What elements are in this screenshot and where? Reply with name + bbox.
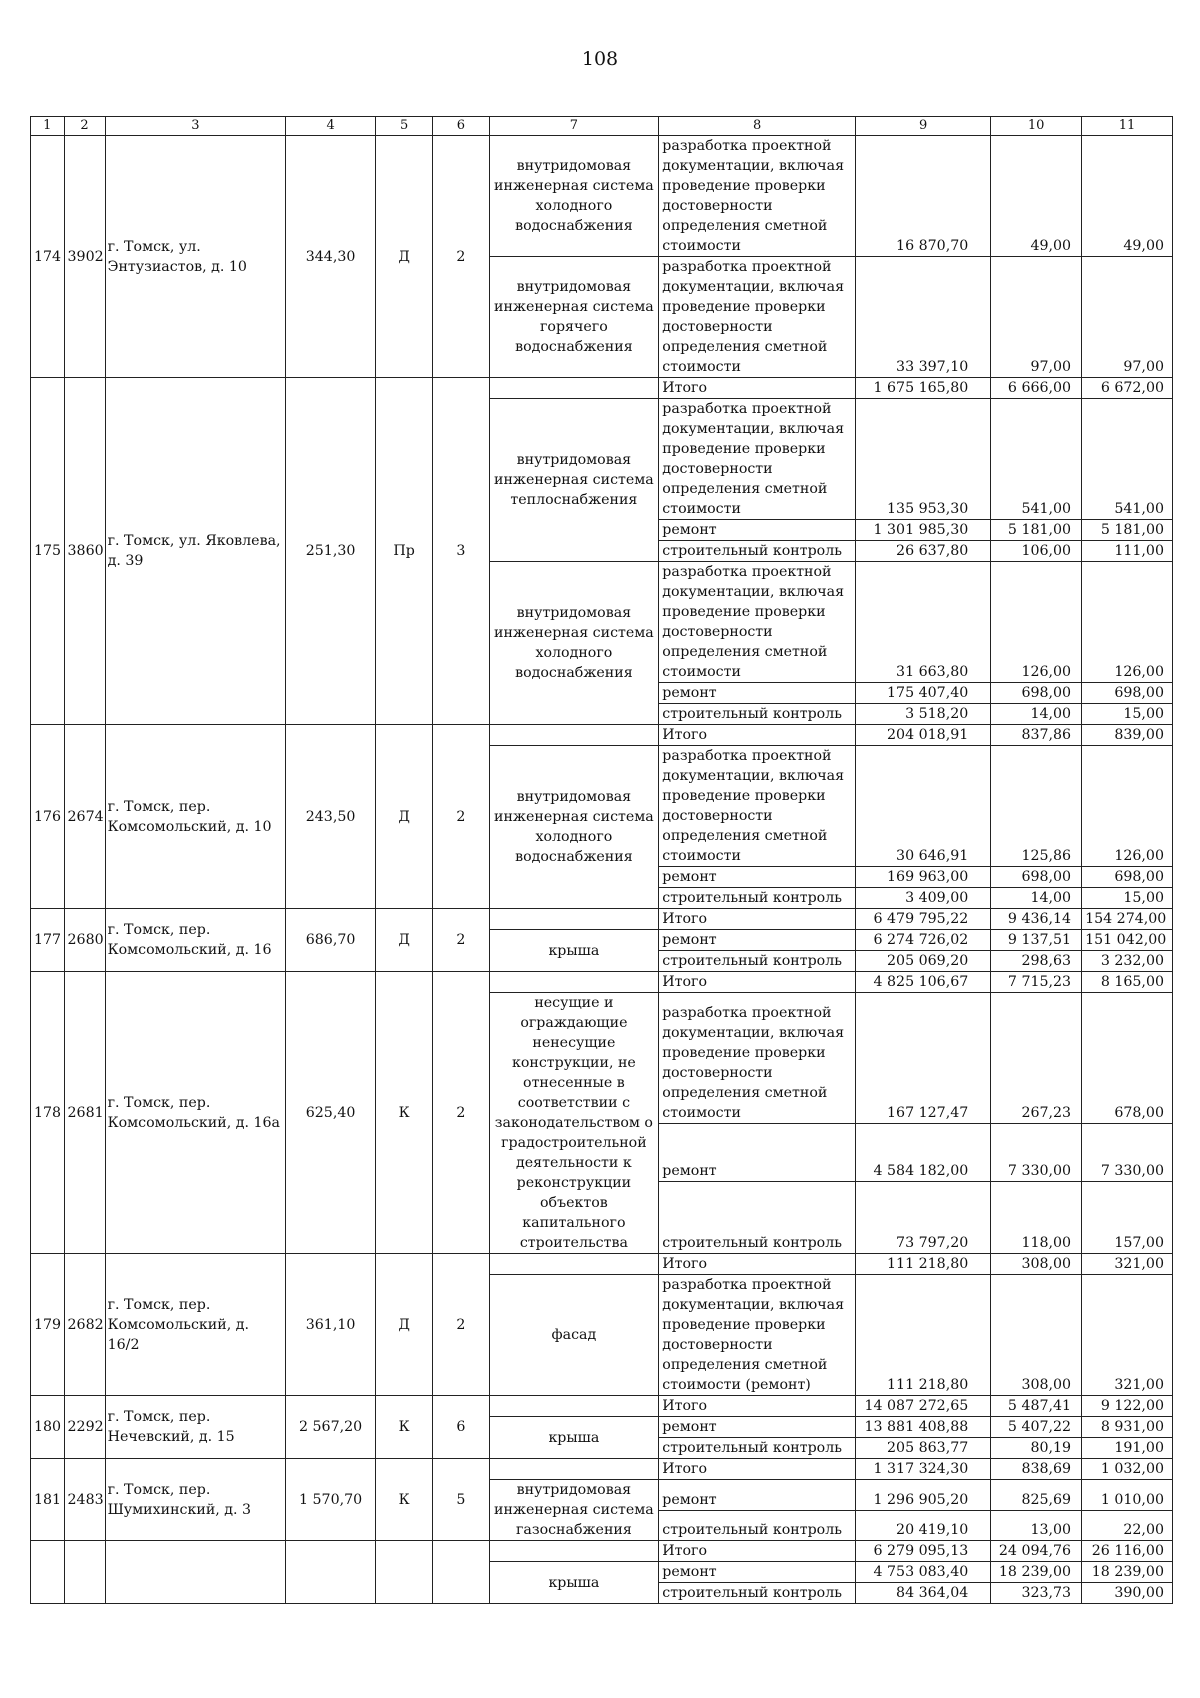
work-label: Итого [659, 1396, 856, 1417]
limit-cost-value: 49,00 [1082, 136, 1173, 257]
object-floors: 3 [433, 378, 489, 725]
unit-cost-value: 9 436,14 [991, 909, 1082, 930]
limit-cost-value: 154 274,00 [1082, 909, 1173, 930]
system-cell-empty [489, 1254, 659, 1275]
limit-cost-value: 22,00 [1082, 1510, 1173, 1541]
object-floors: 2 [433, 725, 489, 909]
object-number: 175 [31, 378, 65, 725]
object-address: г. Томск, пер. Нечевский, д. 15 [105, 1396, 286, 1459]
unit-cost-value: 7 330,00 [991, 1123, 1082, 1181]
cost-value: 14 087 272,65 [856, 1396, 991, 1417]
object-area: 361,10 [286, 1254, 376, 1396]
unit-cost-value: 118,00 [991, 1181, 1082, 1253]
work-type: строительный контроль [659, 888, 856, 909]
object-floors: 2 [433, 1254, 489, 1396]
object-type: Д [375, 1254, 432, 1396]
object-code: 2292 [64, 1396, 105, 1459]
object-code: 2674 [64, 725, 105, 909]
cost-value: 26 637,80 [856, 541, 991, 562]
cost-value: 167 127,47 [856, 993, 991, 1124]
unit-cost-value: 14,00 [991, 704, 1082, 725]
cost-value: 1 317 324,30 [856, 1459, 991, 1480]
limit-cost-value: 97,00 [1082, 257, 1173, 378]
limit-cost-value: 157,00 [1082, 1181, 1173, 1253]
unit-cost-value: 5 181,00 [991, 520, 1082, 541]
total-row [31, 1541, 1173, 1562]
limit-cost-value: 7 330,00 [1082, 1123, 1173, 1181]
limit-cost-value: 321,00 [1082, 1275, 1173, 1396]
limit-cost-value: 126,00 [1082, 562, 1173, 683]
work-label: Итого [659, 1541, 856, 1562]
limit-cost-value: 3 232,00 [1082, 951, 1173, 972]
cost-value: 175 407,40 [856, 683, 991, 704]
object-area: 251,30 [286, 378, 376, 725]
limit-cost-value: 191,00 [1082, 1438, 1173, 1459]
work-type: ремонт [659, 1480, 856, 1511]
object-type: Д [375, 909, 432, 972]
work-type: разработка проектной документации, включая проведение проверки достоверности определения сметной стоимости [659, 136, 856, 257]
limit-cost-value: 6 672,00 [1082, 378, 1173, 399]
cost-value: 169 963,00 [856, 867, 991, 888]
column-header: 8 [659, 117, 856, 136]
limit-cost-value: 26 116,00 [1082, 1541, 1173, 1562]
engineering-system: внутридомовая инженерная система теплоснабжения [489, 399, 659, 562]
cost-value: 1 296 905,20 [856, 1480, 991, 1511]
system-cell-empty [489, 909, 659, 930]
unit-cost-value: 541,00 [991, 399, 1082, 520]
page-number: 108 [581, 48, 619, 70]
work-type: строительный контроль [659, 704, 856, 725]
limit-cost-value: 8 165,00 [1082, 972, 1173, 993]
cost-value: 1 675 165,80 [856, 378, 991, 399]
object-type: Д [375, 725, 432, 909]
cost-value: 31 663,80 [856, 562, 991, 683]
object-area: 625,40 [286, 972, 376, 1254]
work-label: Итого [659, 378, 856, 399]
work-type: разработка проектной документации, включая проведение проверки достоверности определения сметной стоимости [659, 993, 856, 1124]
limit-cost-value: 390,00 [1082, 1583, 1173, 1604]
work-label: Итого [659, 725, 856, 746]
object-floors: 5 [433, 1459, 489, 1541]
object-area: 686,70 [286, 909, 376, 972]
unit-cost-value: 7 715,23 [991, 972, 1082, 993]
limit-cost-value: 321,00 [1082, 1254, 1173, 1275]
object-area: 1 570,70 [286, 1459, 376, 1541]
work-type: строительный контроль [659, 1510, 856, 1541]
work-type: строительный контроль [659, 1583, 856, 1604]
unit-cost-value: 13,00 [991, 1510, 1082, 1541]
engineering-system: крыша [489, 1417, 659, 1459]
object-number: 177 [31, 909, 65, 972]
object-address: г. Томск, пер. Комсомольский, д. 16а [105, 972, 286, 1254]
work-type: строительный контроль [659, 1438, 856, 1459]
total-row [31, 1459, 1173, 1480]
unit-cost-value: 298,63 [991, 951, 1082, 972]
unit-cost-value: 837,86 [991, 725, 1082, 746]
unit-cost-value: 97,00 [991, 257, 1082, 378]
column-header: 9 [856, 117, 991, 136]
limit-cost-value: 678,00 [1082, 993, 1173, 1124]
object-number: 178 [31, 972, 65, 1254]
limit-cost-value: 1 010,00 [1082, 1480, 1173, 1511]
system-cell-empty [489, 725, 659, 746]
limit-cost-value: 698,00 [1082, 867, 1173, 888]
work-type: ремонт [659, 683, 856, 704]
total-row [31, 972, 1173, 993]
cost-value: 4 753 083,40 [856, 1562, 991, 1583]
work-label: Итого [659, 909, 856, 930]
limit-cost-value: 111,00 [1082, 541, 1173, 562]
unit-cost-value: 126,00 [991, 562, 1082, 683]
system-cell-empty [489, 972, 659, 993]
total-row [31, 909, 1173, 930]
work-type: ремонт [659, 1123, 856, 1181]
cost-value: 205 863,77 [856, 1438, 991, 1459]
total-row [31, 1254, 1173, 1275]
object-address: г. Томск, пер. Комсомольский, д. 10 [105, 725, 286, 909]
unit-cost-value: 838,69 [991, 1459, 1082, 1480]
limit-cost-value: 541,00 [1082, 399, 1173, 520]
work-type: разработка проектной документации, включая проведение проверки достоверности определения сметной стоимости [659, 257, 856, 378]
object-number: 174 [31, 136, 65, 378]
object-address: г. Томск, пер. Комсомольский, д. 16 [105, 909, 286, 972]
work-type: разработка проектной документации, включая проведение проверки достоверности определения сметной стоимости (ремонт) [659, 1275, 856, 1396]
limit-cost-value: 1 032,00 [1082, 1459, 1173, 1480]
cost-value: 4 825 106,67 [856, 972, 991, 993]
cost-value: 33 397,10 [856, 257, 991, 378]
cost-value: 3 518,20 [856, 704, 991, 725]
engineering-system: внутридомовая инженерная система горячего водоснабжения [489, 257, 659, 378]
column-header: 11 [1082, 117, 1173, 136]
cost-value: 111 218,80 [856, 1254, 991, 1275]
engineering-system: несущие и ограждающие ненесущие конструкции, не отнесенные в соответствии с законодательством о градостроительной деятельности к реконструкции объектов капитального строительства [489, 993, 659, 1254]
total-row [31, 1396, 1173, 1417]
work-type: разработка проектной документации, включая проведение проверки достоверности определения сметной стоимости [659, 746, 856, 867]
unit-cost-value: 323,73 [991, 1583, 1082, 1604]
limit-cost-value: 698,00 [1082, 683, 1173, 704]
cost-value: 6 279 095,13 [856, 1541, 991, 1562]
cost-value: 111 218,80 [856, 1275, 991, 1396]
system-cell-empty [489, 378, 659, 399]
unit-cost-value: 308,00 [991, 1275, 1082, 1396]
engineering-system: внутридомовая инженерная система газоснабжения [489, 1480, 659, 1541]
object-number: 181 [31, 1459, 65, 1541]
header-row [31, 117, 1173, 136]
work-type: строительный контроль [659, 951, 856, 972]
engineering-system: внутридомовая инженерная система холодного водоснабжения [489, 562, 659, 725]
object-type: К [375, 972, 432, 1254]
limit-cost-value: 126,00 [1082, 746, 1173, 867]
cost-value: 4 584 182,00 [856, 1123, 991, 1181]
object-code: 2682 [64, 1254, 105, 1396]
object-area: 2 567,20 [286, 1396, 376, 1459]
limit-cost-value: 8 931,00 [1082, 1417, 1173, 1438]
object-address: г. Томск, пер. Шумихинский, д. 3 [105, 1459, 286, 1541]
object-type: Пр [375, 378, 432, 725]
limit-cost-value: 151 042,00 [1082, 930, 1173, 951]
work-type: разработка проектной документации, включая проведение проверки достоверности определения сметной стоимости [659, 399, 856, 520]
unit-cost-value: 9 137,51 [991, 930, 1082, 951]
object-code: 2681 [64, 972, 105, 1254]
cost-value: 135 953,30 [856, 399, 991, 520]
cost-value: 3 409,00 [856, 888, 991, 909]
limit-cost-value: 839,00 [1082, 725, 1173, 746]
object-code [64, 1541, 105, 1604]
object-address: г. Томск, пер. Комсомольский, д. 16/2 [105, 1254, 286, 1396]
unit-cost-value: 24 094,76 [991, 1541, 1082, 1562]
unit-cost-value: 308,00 [991, 1254, 1082, 1275]
object-type [375, 1541, 432, 1604]
object-area: 344,30 [286, 136, 376, 378]
engineering-system: внутридомовая инженерная система холодного водоснабжения [489, 746, 659, 909]
work-type: ремонт [659, 930, 856, 951]
total-row [31, 725, 1173, 746]
unit-cost-value: 14,00 [991, 888, 1082, 909]
work-type: ремонт [659, 1562, 856, 1583]
system-cell-empty [489, 1396, 659, 1417]
limit-cost-value: 18 239,00 [1082, 1562, 1173, 1583]
work-label: Итого [659, 1254, 856, 1275]
column-header: 1 [31, 117, 65, 136]
unit-cost-value: 698,00 [991, 867, 1082, 888]
unit-cost-value: 18 239,00 [991, 1562, 1082, 1583]
object-code: 2680 [64, 909, 105, 972]
object-address: г. Томск, ул. Яковлева, д. 39 [105, 378, 286, 725]
work-type: ремонт [659, 520, 856, 541]
object-code: 2483 [64, 1459, 105, 1541]
object-area: 243,50 [286, 725, 376, 909]
column-header: 6 [433, 117, 489, 136]
unit-cost-value: 698,00 [991, 683, 1082, 704]
cost-value: 205 069,20 [856, 951, 991, 972]
engineering-system: внутридомовая инженерная система холодного водоснабжения [489, 136, 659, 257]
object-floors: 2 [433, 972, 489, 1254]
cost-value: 16 870,70 [856, 136, 991, 257]
object-code: 3860 [64, 378, 105, 725]
limit-cost-value: 5 181,00 [1082, 520, 1173, 541]
object-number: 179 [31, 1254, 65, 1396]
unit-cost-value: 49,00 [991, 136, 1082, 257]
cost-value: 73 797,20 [856, 1181, 991, 1253]
work-type: строительный контроль [659, 541, 856, 562]
unit-cost-value: 5 407,22 [991, 1417, 1082, 1438]
column-header: 5 [375, 117, 432, 136]
unit-cost-value: 5 487,41 [991, 1396, 1082, 1417]
system-cell-empty [489, 1459, 659, 1480]
limit-cost-value: 15,00 [1082, 888, 1173, 909]
object-floors: 2 [433, 909, 489, 972]
cost-value: 204 018,91 [856, 725, 991, 746]
system-cell-empty [489, 1541, 659, 1562]
cost-value: 20 419,10 [856, 1510, 991, 1541]
cost-value: 13 881 408,88 [856, 1417, 991, 1438]
capital-repair-table [30, 116, 1173, 1604]
cost-value: 1 301 985,30 [856, 520, 991, 541]
engineering-system: крыша [489, 930, 659, 972]
object-code: 3902 [64, 136, 105, 378]
object-floors: 2 [433, 136, 489, 378]
unit-cost-value: 267,23 [991, 993, 1082, 1124]
cost-value: 6 479 795,22 [856, 909, 991, 930]
cost-value: 6 274 726,02 [856, 930, 991, 951]
unit-cost-value: 825,69 [991, 1480, 1082, 1511]
column-header: 4 [286, 117, 376, 136]
engineering-system: фасад [489, 1275, 659, 1396]
column-header: 3 [105, 117, 286, 136]
work-type: разработка проектной документации, включая проведение проверки достоверности определения сметной стоимости [659, 562, 856, 683]
object-number: 180 [31, 1396, 65, 1459]
work-type: ремонт [659, 1417, 856, 1438]
object-number [31, 1541, 65, 1604]
work-label: Итого [659, 972, 856, 993]
limit-cost-value: 9 122,00 [1082, 1396, 1173, 1417]
object-type: К [375, 1459, 432, 1541]
object-floors [433, 1541, 489, 1604]
object-floors: 6 [433, 1396, 489, 1459]
unit-cost-value: 106,00 [991, 541, 1082, 562]
work-type: ремонт [659, 867, 856, 888]
unit-cost-value: 6 666,00 [991, 378, 1082, 399]
limit-cost-value: 15,00 [1082, 704, 1173, 725]
engineering-system: крыша [489, 1562, 659, 1604]
unit-cost-value: 125,86 [991, 746, 1082, 867]
object-address [105, 1541, 286, 1604]
object-type: К [375, 1396, 432, 1459]
total-row [31, 378, 1173, 399]
column-header: 10 [991, 117, 1082, 136]
work-label: Итого [659, 1459, 856, 1480]
work-row [31, 136, 1173, 257]
unit-cost-value: 80,19 [991, 1438, 1082, 1459]
object-address: г. Томск, ул. Энтузиастов, д. 10 [105, 136, 286, 378]
object-type: Д [375, 136, 432, 378]
column-header: 2 [64, 117, 105, 136]
work-type: строительный контроль [659, 1181, 856, 1253]
object-area [286, 1541, 376, 1604]
column-header: 7 [489, 117, 659, 136]
cost-value: 84 364,04 [856, 1583, 991, 1604]
object-number: 176 [31, 725, 65, 909]
cost-value: 30 646,91 [856, 746, 991, 867]
